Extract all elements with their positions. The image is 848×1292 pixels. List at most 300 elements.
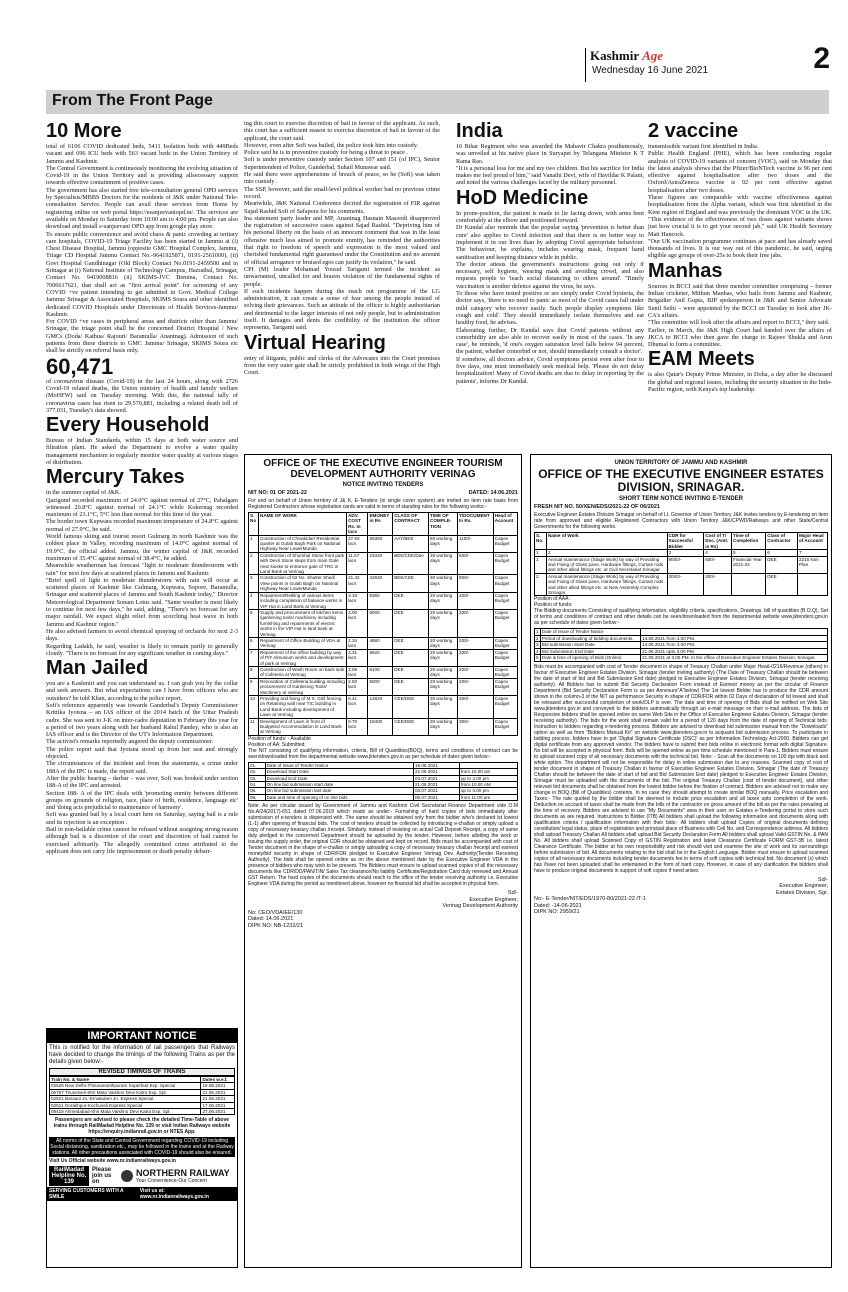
table-cell: 6000	[368, 609, 393, 637]
table-cell: 19400	[368, 718, 393, 735]
article-text: Earlier, in March, the J&K High Court had handed over the affairs of JKCA to BCCI who then gave the charge to Rajeev Shukla and Arun Dhumal to form a committee.	[648, 326, 832, 349]
article-text: "This evidence of the effectiveness of two doses against variants shows just how crucial it is to get your second jab," said UK Health Secretary Matt Hancock.	[648, 215, 832, 238]
article-text: In prone-position, the patient is made to lie facing down, with arms bent comfortably at the elbow and positioned forward.	[456, 209, 644, 225]
aaa-position: Position of AAA:	[534, 596, 570, 603]
table-cell: 2.50 lacs	[347, 678, 368, 695]
table-cell: 4	[536, 648, 539, 654]
table-cell: 27.63 lacs	[347, 535, 368, 552]
table-cell: 2.34 lacs	[347, 637, 368, 649]
headline-60471: 60,471	[46, 353, 114, 379]
table-cell: 21.06.2021	[201, 1096, 235, 1102]
schedule-row	[249, 794, 518, 800]
article-text: "Brief spell of light to moderate thunderstorm with rain will occur at scattered places of Kashmir like Gulmarg, Kupwara, Sopore, Baramulla, Srinagar and scattered places of Jammu and South Kashmir today," Director Meteorological Department Sonam Lotus said. "Same weather is most likely to continue for next few days," he said, adding, "There's no forecast for any major rainfall. We expect slight relief from scorching heat wave in both Jammu and Kashmir region."	[46, 576, 238, 628]
article-text: The doctor attests the government's instructions: going out only if necessary, self hygiene, wearing mask and avoiding crowd, and also requests people to 'teach social distancing to others around'. 'Timely vaccination is another defence against the virus, he says.	[456, 260, 644, 290]
table-cell: 300/-	[458, 718, 494, 735]
table-cell: 2	[249, 552, 259, 575]
table-cell: 200/-	[458, 637, 494, 649]
headline-every-household: Every Household	[46, 414, 210, 437]
table-cell: 5	[536, 655, 539, 661]
table-row	[249, 649, 518, 666]
table-cell: 20 working days	[429, 592, 458, 609]
table-header: S. No	[249, 513, 259, 536]
table-cell: Capex Budget	[493, 666, 517, 678]
article-text: CPI (M) leader Mohamad Yousuf Tarigami termed the incident as unwarranted, uncalled for and brazen violation of the fundamental rights of people.	[244, 265, 440, 288]
notice-intro: This is notified for the information of rail passengers that Railways have decided to change the timings of the following Trains as per the details given below:-	[49, 1045, 235, 1065]
headline-2-vaccine: 2 vaccine	[648, 120, 739, 142]
article-text: World famous skiing and tourist resort Gulmarg in north Kashmir was the coldest place in Valley, recording maximum of 14.0°C against normal of 19.9°C, the official added. Jammu, the winter capital of J&K recorded maximum of 35.4°C against normal of 38.4°C, he added.	[46, 533, 238, 562]
article-text: He said there were apprehensions of breach of peace, so he (Sofi) was taken into custody .	[244, 171, 440, 186]
table-cell: Capex Budget	[493, 696, 517, 719]
article-text: Meanwhile, J&K National Conference decried the registration of FIR against Sajad Rashid Sofi of Safapora for his comments.	[244, 200, 440, 215]
signature: Sd/- Executive Engineer, Estates Division, Sgr.	[776, 876, 828, 896]
section-band	[46, 90, 829, 114]
table-cell: 21.42 lacs	[347, 575, 368, 592]
works-table	[248, 512, 518, 736]
article-text: "The committee will look after the affairs and report to BCCI," they said.	[648, 319, 830, 327]
table-cell: 5	[249, 609, 259, 637]
table-header: NAME OF WORK	[259, 513, 347, 536]
train-table	[49, 1076, 235, 1115]
masthead-rule	[585, 48, 586, 82]
table-header: T/DOCUMENT In Rs.	[458, 513, 494, 536]
article-text: in the summer capital of J&K.	[46, 489, 121, 497]
notice-title: IMPORTANT NOTICE	[47, 1029, 237, 1043]
ad-title: OFFICE OF THE EXECUTIVE ENGINEER TOURISM DEVELOPMENT AUTHORITY VERINAG	[263, 458, 503, 480]
nit-note: The NIT consisting of qualifying information, criteria, Bill of Quantities(BOQ), terms and conditions of contract can be seen/downloaded from the departmental website www.jktenders.gov.in as per schedule of dates given below:-	[248, 747, 518, 760]
article-text: entry of litigants, public and clerks of the Advocates into the Court premises from the very outer gate shall be strictly prohibited in both wings of the High Court.	[244, 354, 440, 377]
masthead	[590, 42, 830, 84]
article-text: Sofi is under preventive custody under Section 107 and 151 (of IPC), Senior Superintendent of Police, Ganderbal, Suhail Munawar said.	[244, 156, 440, 171]
article-text: The government has also started free tele-consultation general OPD services by Specialists/MBBS Doctors for the residents of J&K under National Tele-consultation Service. People can avail these services from Home by registering online on web portal https://esanjeevaniopd.in/. The services are available on Monday to Saturday from 10:00 am to 4:00 pm. People can also download and install e-sanjeevani OPD app from google play store.	[46, 186, 238, 231]
article-text: Public Health England (PHE), which has been conducting regular analysis of COVID-19 variants of concern (VOC), said on Monday that the latest analysis shows that the Pfizer/BioNTech vaccine is 96 per cent effective against hospitalisation after two doses and the Oxford/AstraZeneca vaccine is 92 per cent effective against hospitalisation after two doses.	[648, 150, 832, 194]
table-cell: Capex Budget	[493, 609, 517, 637]
table-row	[249, 666, 518, 678]
table-cell: from 10.00 am	[459, 769, 517, 775]
table-cell: 6100	[368, 666, 393, 678]
column-3	[456, 120, 644, 450]
table-cell: 2216 Non Plan	[797, 556, 827, 573]
railway-notice	[46, 1028, 238, 1268]
aa-position: Position of AA: Submitted.	[248, 741, 306, 748]
article-text: The activist's remarks reportedly angered the deputy commissioner.	[46, 738, 214, 746]
table-index: 5	[732, 550, 766, 556]
table-cell: 06.	[249, 794, 266, 800]
table-cell: 30 working days	[429, 718, 458, 735]
table-cell: Renovation of Cafeteria building including procurement of Gardening Tools/ Machinery at Verinag	[260, 678, 345, 695]
table-cell: On line bid submission start date	[265, 782, 413, 788]
article-text: For COVID +ve cases in peripheral areas and districts other than Jammu/ Srinagar, the triage point shall be the concerned District Hospital / New GMCs (Doda/ Kathua/ Rajouri/ Baramulla/ Anantnag). Admission of such patients from these districts to GMC Jammu/ Srinagar, SKIMS Soura etc shall be strictly on referral basis only.	[46, 318, 238, 355]
fresh-nit: FRESH NIT NO. 50/XEN/EDS/2021-22 OF 06/2021	[534, 504, 660, 510]
table-index: 1	[535, 550, 547, 556]
table-cell: 20 working days	[429, 609, 458, 637]
article-text: Meanwhile weatherman has forecast "light to moderate thunderstorm with rain" for next few days at scattered places in Jammu and Kashmir.	[46, 562, 238, 577]
table-row	[249, 637, 518, 649]
table-header: Class of Contractor	[766, 533, 798, 550]
notice-advice: Passengers are advised to please check the detailed Time-Table of above trains through RailMadad Helpline No. 139 or visit Indian Railways website https://enquiry.indianrail.gov.in or NTES App.	[53, 1117, 231, 1136]
article-text: transmissible variant first identified in India.	[648, 143, 759, 150]
ad-subtitle: NOTICE INVITING TENDERS	[342, 482, 424, 488]
table-cell: 20 working days	[429, 649, 458, 666]
ad-body: Note: As per circular issued by Government of Jammu and Kashmir Civil Secretariat Finance Department vide O.M No.A/24(2017)-651 dated 07.06.2018 which reads as under:- Furnishing of hard copies of bids immediately after submission of e-tenders is dispensed with. The same should be obtained only from the bidder who's declared lst lowest (L-1) after opening of financial bids. The cost of tenders should be collected by introducing e-challan or simply upload a copy of necessary treasury challan /receipt. Similarly, instead of insisting on actual Call Deposit Receipt, a copy of same duly pledged to the concerned Department should be uploaded by the tender. However, before allotting the work or issuing the supply order, the original CDR should be obtained and kept on record. Bids must be accompanied with cost of Tender document in the shape of e-challan or simply uploading a copy of necessary treasury challan /receipt and earnest money/bid security in shape of CDR/FDR pledged to Executive Engineer Verinag Dev. Authority(Tender Receiving Authority). The bids shall be opened online as on the above mentioned date by the Executive Engineer VDA in the presence of bidders who may wish to be present. The Bidders must ensure to upload scanned copies of all the necessary documents like CDR/DD/PAN/TIN/ Sales Tax clearance/No liability Certificate/Registration Card duly renewed and Annual GST Return. The hard copies of the documents should reach to the office of the tender receiving authority i.e. Executive Engineer VDA during the period as mentioned above, however no financial bid shall be accepted in physical form.	[248, 803, 518, 888]
table-cell: 1	[535, 556, 547, 573]
headline-india: India	[456, 120, 503, 142]
table-cell: BEE/CEE/Dee	[393, 552, 429, 575]
table-cell: Date & time of opening of Bids (Online)	[540, 655, 640, 661]
table-cell: 21.06.2021	[413, 782, 459, 788]
table-cell: Capex Budget	[493, 678, 517, 695]
table-cell: 300/-	[458, 696, 494, 719]
table-cell: 22.06.2021	[413, 769, 459, 775]
table-cell: 2	[536, 635, 539, 641]
table-cell: from 10.00 AM	[459, 782, 517, 788]
train-row	[50, 1089, 235, 1095]
table-cell: 9000/-	[667, 556, 704, 573]
table-cell: DEE	[766, 573, 798, 596]
table-cell: 14.06.2021 from 3.00 PM.	[641, 642, 828, 648]
article-text: Sources in BCCI said that three member committee comprising – former Indian cricketer, Mithun Manhas, who hails from Jammu and Kashmir, Brigadier Anil Gupta, BJP spokesperson in J&K and Senior Advocate Sunil Sethi – were appointed by the BCCI on Tuesday to look after JK-CA's affairs.	[648, 282, 832, 319]
table-cell: 6	[249, 637, 259, 649]
table-cell: up to 4.00 pm	[459, 788, 517, 794]
ad-para: The Bidding documents Consisting of qualifying information, eligibility criteria, specifications, Drawings, bill of quantities (B.O.Q), Set of terms and conditions of contract and other details can be seen/downloaded from the departmental website www.jktenders.gov.in as per schedule of dates given below:-	[534, 608, 828, 627]
table-cell: Capex Budget	[493, 535, 517, 552]
table-header: EMONEY in Rs	[368, 513, 393, 536]
table-cell: 8	[249, 666, 259, 678]
helpline-badge: RailMadad Helpline No. 139	[49, 1166, 89, 1186]
schedule-table	[534, 628, 828, 661]
ad-ut: UNION TERRITORY OF JAMMU AND KASHMIR	[614, 460, 748, 466]
article-text: Elaborating further, Dr Kundal says that Covid patients without any comorbidity are also able to recover easily in most of the cases. 'In any case', he reminds, 'if one's oxygen saturation level falls below 94 percent, the patient, whether comorbid or not, should immediately consult a doctor'.	[456, 326, 644, 356]
table-cell: CEE/DEE	[393, 718, 429, 735]
table-cell: 09415 Ahmedabad-Shri Mata Vaishno Devi Katra Exp. Spl.	[50, 1109, 201, 1115]
article-text: Sofi's reference apparently was towards Ganderbal's Deputy Commissioner Krittika Jyotsna – an IAS officer of the 2014 batch of the Uttar Pradesh cadre. She was sent to J-K on inter-cadre deputation in February this year for a period of two years along with her husband Rahul Pandey, who is also an IAS officer and is the Director of the UT's Information Department.	[46, 702, 238, 739]
table-cell: 3.05 lacs	[347, 666, 368, 678]
table-cell: up to 4.00 pm	[459, 775, 517, 781]
table-header: Head of Account	[493, 513, 517, 536]
ad-title: OFFICE OF THE EXECUTIVE ENGINEER ESTATES DIVISION, SRINAGAR.	[538, 467, 824, 494]
table-cell: 2	[535, 573, 547, 596]
funds-position: Position of funds: - Available	[248, 735, 311, 742]
table-header: CLASS OF CONTRACT	[393, 513, 429, 536]
table-cell: Construction of Shumhal Stone front park with Devri Stone steps from main Gate near kiosks to entrance gate of TRC in Land Bank at Verinag	[259, 552, 347, 575]
article-text: Bureau of Indian Standards, within 15 days at both water source and filtration plant. He asked the Department to evolve a water quality management mechanism to regularly monitor water quality at various stages of distribution.	[46, 437, 238, 466]
table-cell: DEE	[393, 649, 429, 666]
table-cell: Repairment of Office Building of VDA at Verinag	[259, 637, 347, 649]
table-cell: 30 working days	[429, 552, 458, 575]
headline-mercury-takes: Mercury Takes	[46, 466, 185, 489]
section-title: From The Front Page	[52, 92, 213, 109]
article-text: Sofi was granted bail by a local court here on Saturday, saying bail is a rule and its rejection is an exception .	[46, 811, 238, 826]
table-cell: 9	[249, 678, 259, 695]
ad-subtitle: SHORT TERM NOTICE INVITING E-TENDER	[618, 496, 743, 502]
table-cell: 1100/-	[458, 535, 494, 552]
table-cell: 27.06.2021	[201, 1109, 235, 1115]
table-cell: 20 working days	[429, 678, 458, 695]
table-cell: 02511 Gorakhpur-Kochuveli Express Special	[50, 1102, 201, 1108]
table-header: TIME OF COMPLE-TION	[429, 513, 458, 536]
article-text: of coronavirus disease (Covid-19) in the last 24 hours, along with 2726 Covid-19 related deaths, the Union ministry of health and family welfare (MoHFW) said on Tuesday morning. With this, the national tally of coronavirus cases has risen to 29,570,881, including a related death toll of 377,031, Tuesday's data showed.	[46, 377, 238, 414]
table-cell: Capex Budget	[493, 552, 517, 575]
table-cell: Development of Lawn in front of Budgeted Accommodation in Land Bank at Verinag	[259, 718, 347, 735]
table-cell: DEE	[393, 637, 429, 649]
table-row	[249, 592, 518, 609]
table-index: 6	[766, 550, 798, 556]
article-text: After the public hearing – darbar – was over, Sofi was booked under section 188-A of the IPC and arrested.	[46, 774, 238, 790]
article-text: "Our UK vaccination programme continues at pace and has already saved thousands of lives. It is our way out of this pandemic, he said, urging eligible age groups of over-25s to book their free jabs.	[648, 237, 832, 260]
table-cell: 1	[249, 535, 259, 552]
table-cell: 02.	[249, 769, 266, 775]
train-row	[50, 1083, 235, 1089]
newspaper-logo: Kashmir Age	[590, 48, 664, 63]
headline-manhas: Manhas	[648, 259, 723, 282]
table-cell: 300/-	[704, 573, 732, 596]
table-cell: Period of downloading of bidding documents.	[540, 635, 640, 641]
table-cell: 04.	[249, 782, 266, 788]
table-cell: 3.31 lacs	[347, 649, 368, 666]
table-row	[249, 696, 518, 719]
table-row	[249, 552, 518, 575]
table-cell: 21.06.2021 upto 3.00 PM.	[641, 648, 828, 654]
table-cell: Repairment/Retiling of various items including completion of balance works in VIP Hut in Land Bank at Verinag	[259, 592, 347, 609]
table-cell: 200/-	[458, 666, 494, 678]
table-row	[249, 678, 518, 695]
table-cell: Repairment of the office building by way of P/F Almunium works and development of park at Verinag	[259, 649, 347, 666]
article-text: Qazigund recorded maximum of 24.0°C against normal of 27°C, Pahalgam witnessed 20.8°C against normal of 24.1°C while Kokernag recorded maximum of 23.1°C, 5°C less than normal for this time of the year.	[46, 496, 238, 519]
table-cell: 3000/-	[667, 573, 704, 596]
tender-notice-estates	[530, 454, 832, 1268]
table-cell: Annual maintenance (Stage Work) by way of Providing and Fixing of Glass pane, Hardware fittings, Curtain rods and other allied fittings etc. at New Assembly Complex Srinagar.	[546, 573, 667, 596]
table-cell: Capex Budget	[493, 637, 517, 649]
table-cell: Bid submission Start Date	[540, 642, 640, 648]
table-cell: 3	[536, 642, 539, 648]
table-cell: CEE/DEE	[393, 696, 429, 719]
schedule-row	[535, 655, 828, 661]
table-cell: DEE	[393, 592, 429, 609]
article-text: If somehow, all doctors advice, Covid symptoms persist even after four to five days, one must immediately seek medical help. 'Please do not delay hospitalization! Many of Covid deaths are due to delay in reporting by the patients', informs Dr Kundal.	[456, 355, 644, 385]
table-header: S. No.	[535, 533, 547, 550]
train-row	[50, 1102, 235, 1108]
covid-norms: All norms of the State and Central Government regarding COVID-19 including Social distancing, sanitization etc., may be followed in the trains and at the Railway stations. All other precautions associated with COVID-19 should also be ensured.	[50, 1138, 234, 1157]
article-text: Ina statement party leader and MP, Anantnag Hasnain Masoodi disapproved the registration of successive cases against Sajad Rashid. "Depriving him of his personal liberty on the basis of an innocent comment that was in the least offensive much less aimed to promote enmity, has reminded the authorities that right to freedom of speech and expression is the most valued and cherished fundamental right guaranteed under the Constitution and no amount of official arrogance or bruised egos can justify its violation," he said.	[244, 214, 440, 266]
table-cell: Construction of Wash Room on back side of Cafeteria at Verinag	[259, 666, 347, 678]
table-row	[249, 575, 518, 592]
funds-position: Position of funds:	[534, 602, 573, 609]
table-cell: 21.06.2021	[201, 1089, 235, 1095]
article-text: Section 188- A of the IPC deals with 'promoting enmity between different groups on grounds of religion, race, place of birth, residence, language etc' and 'doing acts prejudicial to maintenance of harmony'.	[46, 789, 238, 812]
column-2	[244, 120, 440, 450]
headline-eam-meets: EAM Meets	[648, 348, 755, 371]
table-cell: 03.	[249, 775, 266, 781]
table-cell	[732, 573, 766, 596]
table-cell: 30 working days	[429, 666, 458, 678]
table-cell: 05.	[249, 788, 266, 794]
table-cell: DEE	[393, 666, 429, 678]
table-cell: 03.07.2021	[413, 788, 459, 794]
table-cell: DEE	[393, 678, 429, 695]
article-text: is also Qatar's Deputy Prime Minister, in Doha, a day after he discussed the global and regional issues, including the security situation in the Indo-Pacific region, with Kenya's top leadership.	[648, 371, 832, 394]
article-text: ing this court to exercise discretion of bail in favour of the applicant. As such, this court has a sufficient reason to exercise discretion of bail in favour of the applicant, the court said.	[244, 120, 440, 142]
page-number: 2	[813, 42, 830, 75]
table-cell: Capex Budget	[493, 649, 517, 666]
table-cell: 19.06.2021	[413, 762, 459, 768]
table-cell	[797, 573, 827, 596]
official-website: Visit Us Official website www.nr.indianrailways.gov.in	[49, 1158, 176, 1165]
table-cell: DEE	[766, 556, 798, 573]
table-cell: 6360	[368, 592, 393, 609]
table-cell: 42840	[368, 575, 393, 592]
table-cell: Capex Budget	[493, 575, 517, 592]
table-cell: Providing and fixing of M.S. Grill fencing on Retaining wall near TIC building in Land Bank including development of Lawn at Verinag	[259, 696, 347, 719]
table-cell: Supply and procurement of kitchen items /gardening tools/ machinery including furnishing and repairments of electric works in the VIP Hut in land bank at Verinag	[259, 609, 347, 637]
headline-man-jailed: Man Jailed	[46, 657, 149, 680]
article-text: However, even after Sofi was bailed, the police took him into custody.	[244, 141, 418, 149]
tender-notice-verinag	[244, 454, 522, 1268]
headline-hod-medicine: HoD Medicine	[456, 186, 589, 209]
headline-10-more: 10 More	[46, 120, 122, 142]
table-cell: On line bid submission last date	[265, 788, 413, 794]
table-cell: 600/-	[458, 552, 494, 575]
revised-timings-title: REVISED TIMINGS OF TRAINS	[49, 1068, 235, 1076]
table-cell: 9.70 lacs	[347, 718, 368, 735]
article-text: The SSP, however, said the small-level political worker had no previous crime record.	[244, 185, 440, 200]
railway-logo-icon	[121, 1170, 133, 1182]
table-cell: 3	[249, 575, 259, 592]
ad-footer: No:- E-Tender/NIT/EDS/1970-80/2021-22 /T-1 Dated: -14-06-2021 DIPK NO: 2959/21	[534, 896, 646, 915]
table-cell: 1	[536, 629, 539, 635]
table-cell: 17.06.2021	[201, 1102, 235, 1108]
table-cell: AAY/BEE	[393, 535, 429, 552]
table-cell: 200/-	[458, 609, 494, 637]
table-cell: from 11.00 am	[459, 794, 517, 800]
table-cell: 3.00 lacs	[347, 609, 368, 637]
table-header: Cost of T/ Doc. (Amt. in Rs)	[704, 533, 732, 550]
ad-body: Bids must be accompanied with cost of Tender document in shape of Treasury Challan under Major Head-0216/Revenue (others) in favour of Executive Engineer Estates Division, Srinagar (tender inviting authority) (The Date of Treasury Challan should be between the date of start of bid and Bid Submission End date) pledged to Executive Engineer Estates Division, Srinagar (tender receiving authority). All Bidders has to submit Bid Security Declaration Form instead of Earnest money as per the circular of Finance Department (Bid Security Declaration Form is as per Annexure"A"below) The 1st lowest Bidder has to produce the CDR amount shown in the column-3 of the NIT as performance Security in shape of CDR/FDR within 02 Days of declaration of lst lowest and shall be released after successful completion of work/DLP is over. The date and time of opening of Bids shall be notified on Web Site www.jktenders.gov.in and conveyed to the bidders automatically through an e-mail message on their e-mail address. The bids of Responsive bidders shall be opened online on same Web Site in the Office of Executive Engineer Estates Division, Srinagar (tender receiving authority). The bids for the work shall remain valid for a period of 120 days from the date of opening of Technical bids. Instruction to bidders regarding e-tendering process. Bidders are advised to download bid submission manual from the "Downloads" option as well as from "Bidders Manual Kit" on website www.jktenders.gov.in to acquaint bid submission process. To participate in bidding process, bidders have to get 'Digital Signature Certificate (DSC)' as per Information Technology Act-2000. Bidders can get digital certificate from any approved vendor. The bidders have to submit their bids online in electronic format with digital Signature. No bid will be accepted in physical form. Bids will be opened online as per time schedule mentioned in Para-1. Bidders must ensure to upload scanned copy of all necessary documents with the technical bid. Note: - Scan all the documents on 100 dpi with black and white option. The department will not be responsible for delay in online submission due to any reasons. Scanned copy of cost of tender document in shape of Treasury Challan in favour of Executive Engineer Estates Division, Srinagar (The date of Treasury Challan should be between the date of start of bid and Bid Submission End date) pledged to Executive Engineer Estates Division, Srinagar must be uploaded with the documents of the bid. The original Treasury Challan (cost of tender document), and other relevant bid documents shall be obtained from the lowest bidder before the fixation of contract. Bidders are advised not to make any change in BOQ (Bill of Quantities) contents. In no case they should attempt to create similar BOQ manually. Price escalation and Taxes:- The rate quoted by the bidder shall be deemed to include price escalation and all taxes upto completion of the work. Deduction on account of taxes shall be made from the bills of the contractor on gross amount of the bill as per the rates prevailing at the time of recovery. Bidders are advised to use "My Documents" area in their user on Estates e-Tendering portal to store such documents as are required. Instructions to Bidder (ITB) All bidders shall upload the following information and documents along with qualification criteria / qualification information with their bids:- All bidders shall upload Copies of original documents defining constitution/ legal status, place of registration and principal place of Business with Cell No. and Correspondence address. All bidders shall upload Treasury Challan All bidders shall upload Bid Security Declaration Form All bidders shall upload Valid GSTIN No. & PAN No. All bidders shall upload Scanned Copy of GSTIN Registration and latest Clearance Certificate FORM GST-3B i.e. latest Clearance Certificate. The bidder at his own responsibility and risk should visit and examine the site of work and its surroundings before submission of bid. All documents relating to the bid shall be in the English Language. Bidder must ensure to upload scanned copies of all necessary documents including tender documents fee in terms of soft copies with technical bid. No document (s) which has /have not been uploaded shall be entertained in the form of hard copy. However, in case of any clarification the bidders shall have to produce original documents in support of soft copies if need arises	[534, 663, 828, 874]
table-cell: 23340	[368, 552, 393, 575]
ad-footer: No: CEO/VDA/EE/130 Dated: 14.06.2021 DIPK NO: NB-1232/21	[248, 909, 304, 929]
ad-intro: For and on behalf of Union territory of J& K, E-Tenders (in single cover system) are invited on item rate basis from Registered Contractors whose registration cards are valid in terms of standing rules for the following works:-	[248, 498, 518, 510]
article-text: The border town Kupwara recorded maximum temperature of 24.8°C against normal of 27.9°C, he said.	[46, 518, 238, 533]
nit-line: NIT NO: 01 OF 2021-22 DATED: 14.06.2021	[248, 490, 518, 496]
article-text: The circumstances of the incident and from the statements, a crime under 188A of the IPC is made, the report said.	[46, 760, 238, 775]
table-header: Major Head of Account	[797, 533, 827, 550]
schedule-table	[248, 762, 518, 801]
works-table	[534, 532, 828, 596]
table-row	[249, 535, 518, 552]
table-row	[535, 573, 828, 596]
table-cell: Capex Budget	[493, 592, 517, 609]
table-cell: Date of Issue of Tender Notice	[265, 762, 413, 768]
column-4	[648, 120, 832, 450]
table-cell: 4	[249, 592, 259, 609]
table-row	[249, 718, 518, 735]
table-index: 3	[667, 550, 704, 556]
table-cell: 6620	[368, 649, 393, 666]
article-text: Bail in non-bailable crime cannot be refused without assigning strong reason although bail is a discretion of the court and discretion of bail cannot be exercised arbitrarily. The allegedly committed crime attributed to the applicant does not carry life imprisonment or death penalty debarr-	[46, 826, 238, 855]
headline-virtual-hearing: Virtual Hearing	[244, 331, 386, 354]
column-1	[46, 120, 238, 1024]
table-cell: 11	[249, 718, 259, 735]
article-text: 16 Bihar Regiment who was awarded the Mahavir Chakra posthumously, was unveiled at his native place in Suryapet by Telangana Minister K T Rama Rao.	[456, 143, 644, 165]
article-text: Dr Kundal also reminds that the popular saying 'prevention is better than cure' also applies to Covid infection and that there is no better way to implement it in our lives than by adopting Covid appropriate behaviour. The behaviour, he explains, includes wearing mask, frequent hand sanitisation and keeping distance while in public.	[456, 224, 644, 261]
table-cell: Date of Issue of Tender Notice	[540, 629, 640, 635]
table-cell: 02626 New Delhi-Thiruvananthpuram Superfast Exp. Special	[50, 1083, 201, 1089]
table-cell: 3.18 lacs	[347, 592, 368, 609]
signature: Sd/- Executive Engineer, Verinag Development Authority	[442, 890, 518, 910]
article-text: you are a Kashmiri and you can understand us. I can grab you by the collar and seek answers. But what expectations can I have from officers who are outsiders? he told Khan, according to the police report.	[46, 680, 238, 702]
table-index: 7	[797, 550, 827, 556]
table-cell: 02521 Barauni Jn.-Ernakulam Jn. Express Special	[50, 1096, 201, 1102]
ad-intro: Executive Engineer Estates Division Srinagar on behalf of Lt. Governor of Union Territory J&K invites tenders by E-tendering on item rate from approved and eligible Registered Contractors with Union Territory J&K/CPWD/Railways and other State/Central Governments for the following works.	[534, 512, 828, 530]
table-cell: 21.06.2021 at 3.05 PM. In the office of Executive Engineer Estates Division, Srinagar.	[641, 655, 828, 661]
article-text: The Central Government is continuously monitoring the evolving situation of Covid-19 in the Union Territory and is providing allsecessary support towards effective containment of positive cases.	[46, 164, 238, 187]
table-cell: 05.07.2021	[413, 794, 459, 800]
table-cell: Date and time of opening of on line bids	[265, 794, 413, 800]
nr-tagline: Your Convenience-Our Concern	[136, 1178, 207, 1185]
table-cell: 06787 Tirunelveli-Shri Mata Vaishno Devi Katra Exp. Spl.	[50, 1089, 201, 1095]
table-cell: Construction of Chowkidar/ Residential quarter at Gulab Bagh Park on National Highway Near LowerMunda	[259, 535, 347, 552]
table-cell: 6.41 lacs	[347, 696, 368, 719]
table-cell: Capex Budget	[493, 718, 517, 735]
article-text: The police report said that Jyotsna stood up from her seat and strongly objected.	[46, 745, 238, 761]
table-cell: 200/-	[458, 678, 494, 695]
table-cell: Annual maintenance (Stage Work) by way of Providing and Fixing of Glass pane, Hardware fittings, Curtain rods and other allied fittings etc. at Civil Secretariat Srinagar.	[546, 556, 667, 573]
train-row	[50, 1109, 235, 1115]
article-text: To those who have tested positive or are simply under Covid hysteria, the doctor says, 'there is no need to panic as most of the Covid cases fall under mild category who recover easily. Such people display symptoms like cough and cold'. They should immediately isolate themselves and eat healthy food, he advises.	[456, 290, 644, 327]
article-text: To ensure public convenience and avoid chaos & panic crowding at tertiary care hospitals, COVID-19 Triage Facility has been started in Jammu at (i) Chest Disease Hospital, Jammu (opposite GMC Hospital Complex, Jammu, Triage CD Hospital Jammu Contact No.-9641925871, 0191-2561000), (ii) Govt Hospital Gandhinagar (Old Block) Contact No.0191-2459500 and in Srinagar at (i) National Institute of Technology Campus, Hazratbal, Srinagar, Contact No. 9419008816 (ii) SKIMS-JVC Bemina, Contact No. 7006617621, that shall act as "first arrival point" for screening of any COVID +ve patient intending to get admitted in Govt. Medical College Jammu/ Srinagar & Associated Hospitals, SKIMS Soura and other identified dedicated COVID Hospitals under Directorate of Health Services-Jammu/ Kashmir.	[46, 230, 238, 318]
table-index: 4	[704, 550, 732, 556]
table-cell: Bid Submission End Date	[540, 648, 640, 654]
table-cell: 200/-	[458, 592, 494, 609]
table-cell: 7	[249, 649, 259, 666]
article-text: He also advised farmers to avoid chemical spraying of orchards for next 2-3 days.	[46, 627, 238, 643]
table-cell: 800/-	[458, 575, 494, 592]
table-cell: Download End Date	[265, 775, 413, 781]
table-cell: 4680	[368, 637, 393, 649]
table-header: ADV. COST Rs. In lacs	[347, 513, 368, 536]
table-cell: 600/-	[704, 556, 732, 573]
col-dates: Dates w.e.f.	[201, 1077, 235, 1083]
table-cell: 5000	[368, 678, 393, 695]
edition-date: Wednesday 16 June 2021	[592, 65, 709, 76]
table-cell: 11.67 lacs	[347, 552, 368, 575]
join-us: Please join us on	[92, 1167, 112, 1186]
table-cell: 01.	[249, 762, 266, 768]
article-text: total of 6106 COVID dedicated beds, 5411 Isolation beds with 449Beds vacant and 696 ICU beds with 563 vacant beds in the Union Territory of Jammu and Kashmir.	[46, 143, 238, 165]
table-cell: DEE	[393, 609, 429, 637]
table-cell: 10	[249, 696, 259, 719]
article-text: Police said he is in preventive custody for being a threat to peace .	[244, 149, 408, 157]
article-text: "It is a personal loss for me and my two children. But his sacrifice for India makes me feel proud of him," said Vanathi Devi, wife of Havildar K Palani, and noted the various challenges faced by the military personnel.	[456, 164, 644, 187]
table-cell: 16.06.2021	[201, 1083, 235, 1089]
northern-railway: NORTHERN RAILWAY	[136, 1168, 230, 1179]
table-row	[249, 609, 518, 637]
train-row	[50, 1096, 235, 1102]
col-train: Train No. & Name	[50, 1077, 201, 1083]
table-header: Name of Work	[546, 533, 667, 550]
table-cell: 60 working days	[429, 535, 458, 552]
article-text: These figures are comparable with vaccine effectiveness against hospitalisation from the Alpha variant, which was first identified in the Kent region of England and was previously the dominant VOC in the UK.	[648, 194, 832, 216]
table-cell: 12820	[368, 696, 393, 719]
table-index: 2	[546, 550, 667, 556]
table-cell: 03.07.2021	[413, 775, 459, 781]
table-header: Time of Completion	[732, 533, 766, 550]
table-cell: 30 working days	[429, 696, 458, 719]
table-row	[535, 556, 828, 573]
table-cell: BEE/CEE	[393, 575, 429, 592]
table-cell: Download Start Date	[265, 769, 413, 775]
table-cell: 20 working days	[429, 637, 458, 649]
table-cell: Financial Year 2021-22	[732, 556, 766, 573]
article-text: If such incidents happen during the reach out programme of the LG administration, it can create a sense of fear among the people instead of solving their grievances. Such an attitude of the officer is highly authoritarian and detrimental to the larger interests of not only people, but to administration itself. It damages and dents the credibility of the institution the officer represents, Tarigami said.	[244, 287, 440, 332]
